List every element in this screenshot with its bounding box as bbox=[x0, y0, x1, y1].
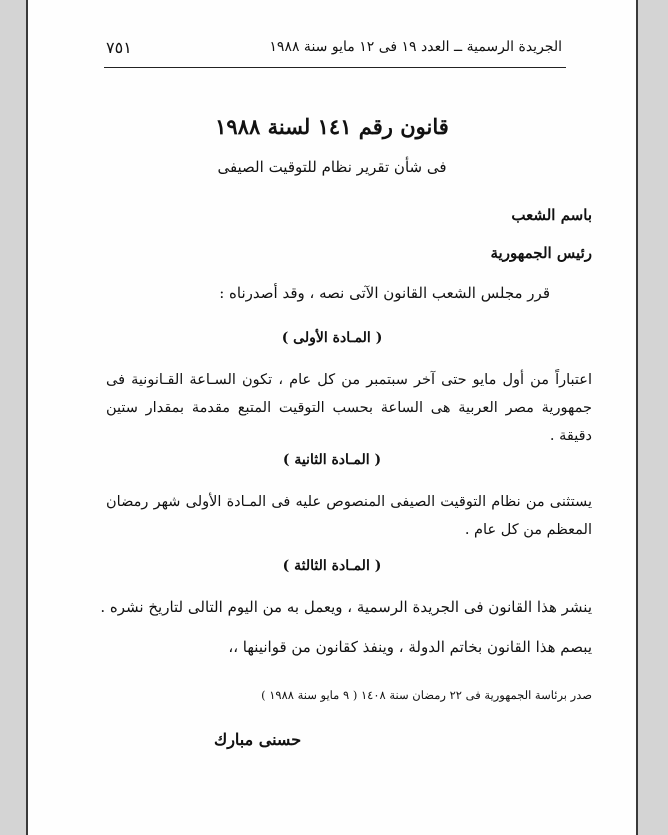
article-2-heading: ( المـادة الثانية ) bbox=[282, 452, 382, 468]
article-1-text: اعتباراً من أول مايو حتى آخر سبتمبر من كل عام ، تكون السـاعة القـانونية فى جمهورية مصر العربية هى الساعة بحسب التوقيت المتبع مقدمة بمقدار ستين دقيقة . bbox=[106, 372, 592, 444]
law-subtitle: فى شأن تقرير نظام للتوقيت الصيفى bbox=[217, 158, 447, 176]
in-the-name-of-people: باسم الشعب bbox=[511, 206, 592, 224]
enactment-clause: قرر مجلس الشعب القانون الآتى نصه ، وقد أصدرناه : bbox=[219, 284, 550, 302]
header-divider bbox=[104, 67, 566, 68]
article-2-text: يستثنى من نظام التوقيت الصيفى المنصوص عليه فى المـادة الأولى شهر رمضان المعظم من كل عام . bbox=[106, 494, 592, 538]
issuance-line: صدر برئاسة الجمهورية فى ٢٢ رمضان سنة ١٤٠٨ ( ٩ مايو سنة ١٩٨٨ ) bbox=[261, 688, 592, 702]
page-number: ٧٥١ bbox=[106, 37, 132, 57]
seal-clause: يبصم هذا القانون بخاتم الدولة ، وينفذ كقانون من قوانينها ،، bbox=[228, 638, 592, 656]
president-heading: رئيس الجمهورية bbox=[490, 244, 592, 262]
law-title: قانون رقم ١٤١ لسنة ١٩٨٨ bbox=[215, 114, 449, 139]
gazette-page bbox=[26, 0, 638, 835]
article-1-heading: ( المـادة الأولى ) bbox=[281, 330, 383, 346]
signature: حسنى مبارك bbox=[214, 730, 302, 749]
running-header bbox=[106, 36, 562, 58]
article-3-text: ينشر هذا القانون فى الجريدة الرسمية ، ويعمل به من اليوم التالى لتاريخ نشره . bbox=[100, 598, 592, 616]
article-3-heading: ( المـادة الثالثة ) bbox=[282, 558, 382, 574]
publication-line: الجريدة الرسمية ــ العدد ١٩ فى ١٢ مايو سنة ١٩٨٨ bbox=[269, 39, 562, 55]
